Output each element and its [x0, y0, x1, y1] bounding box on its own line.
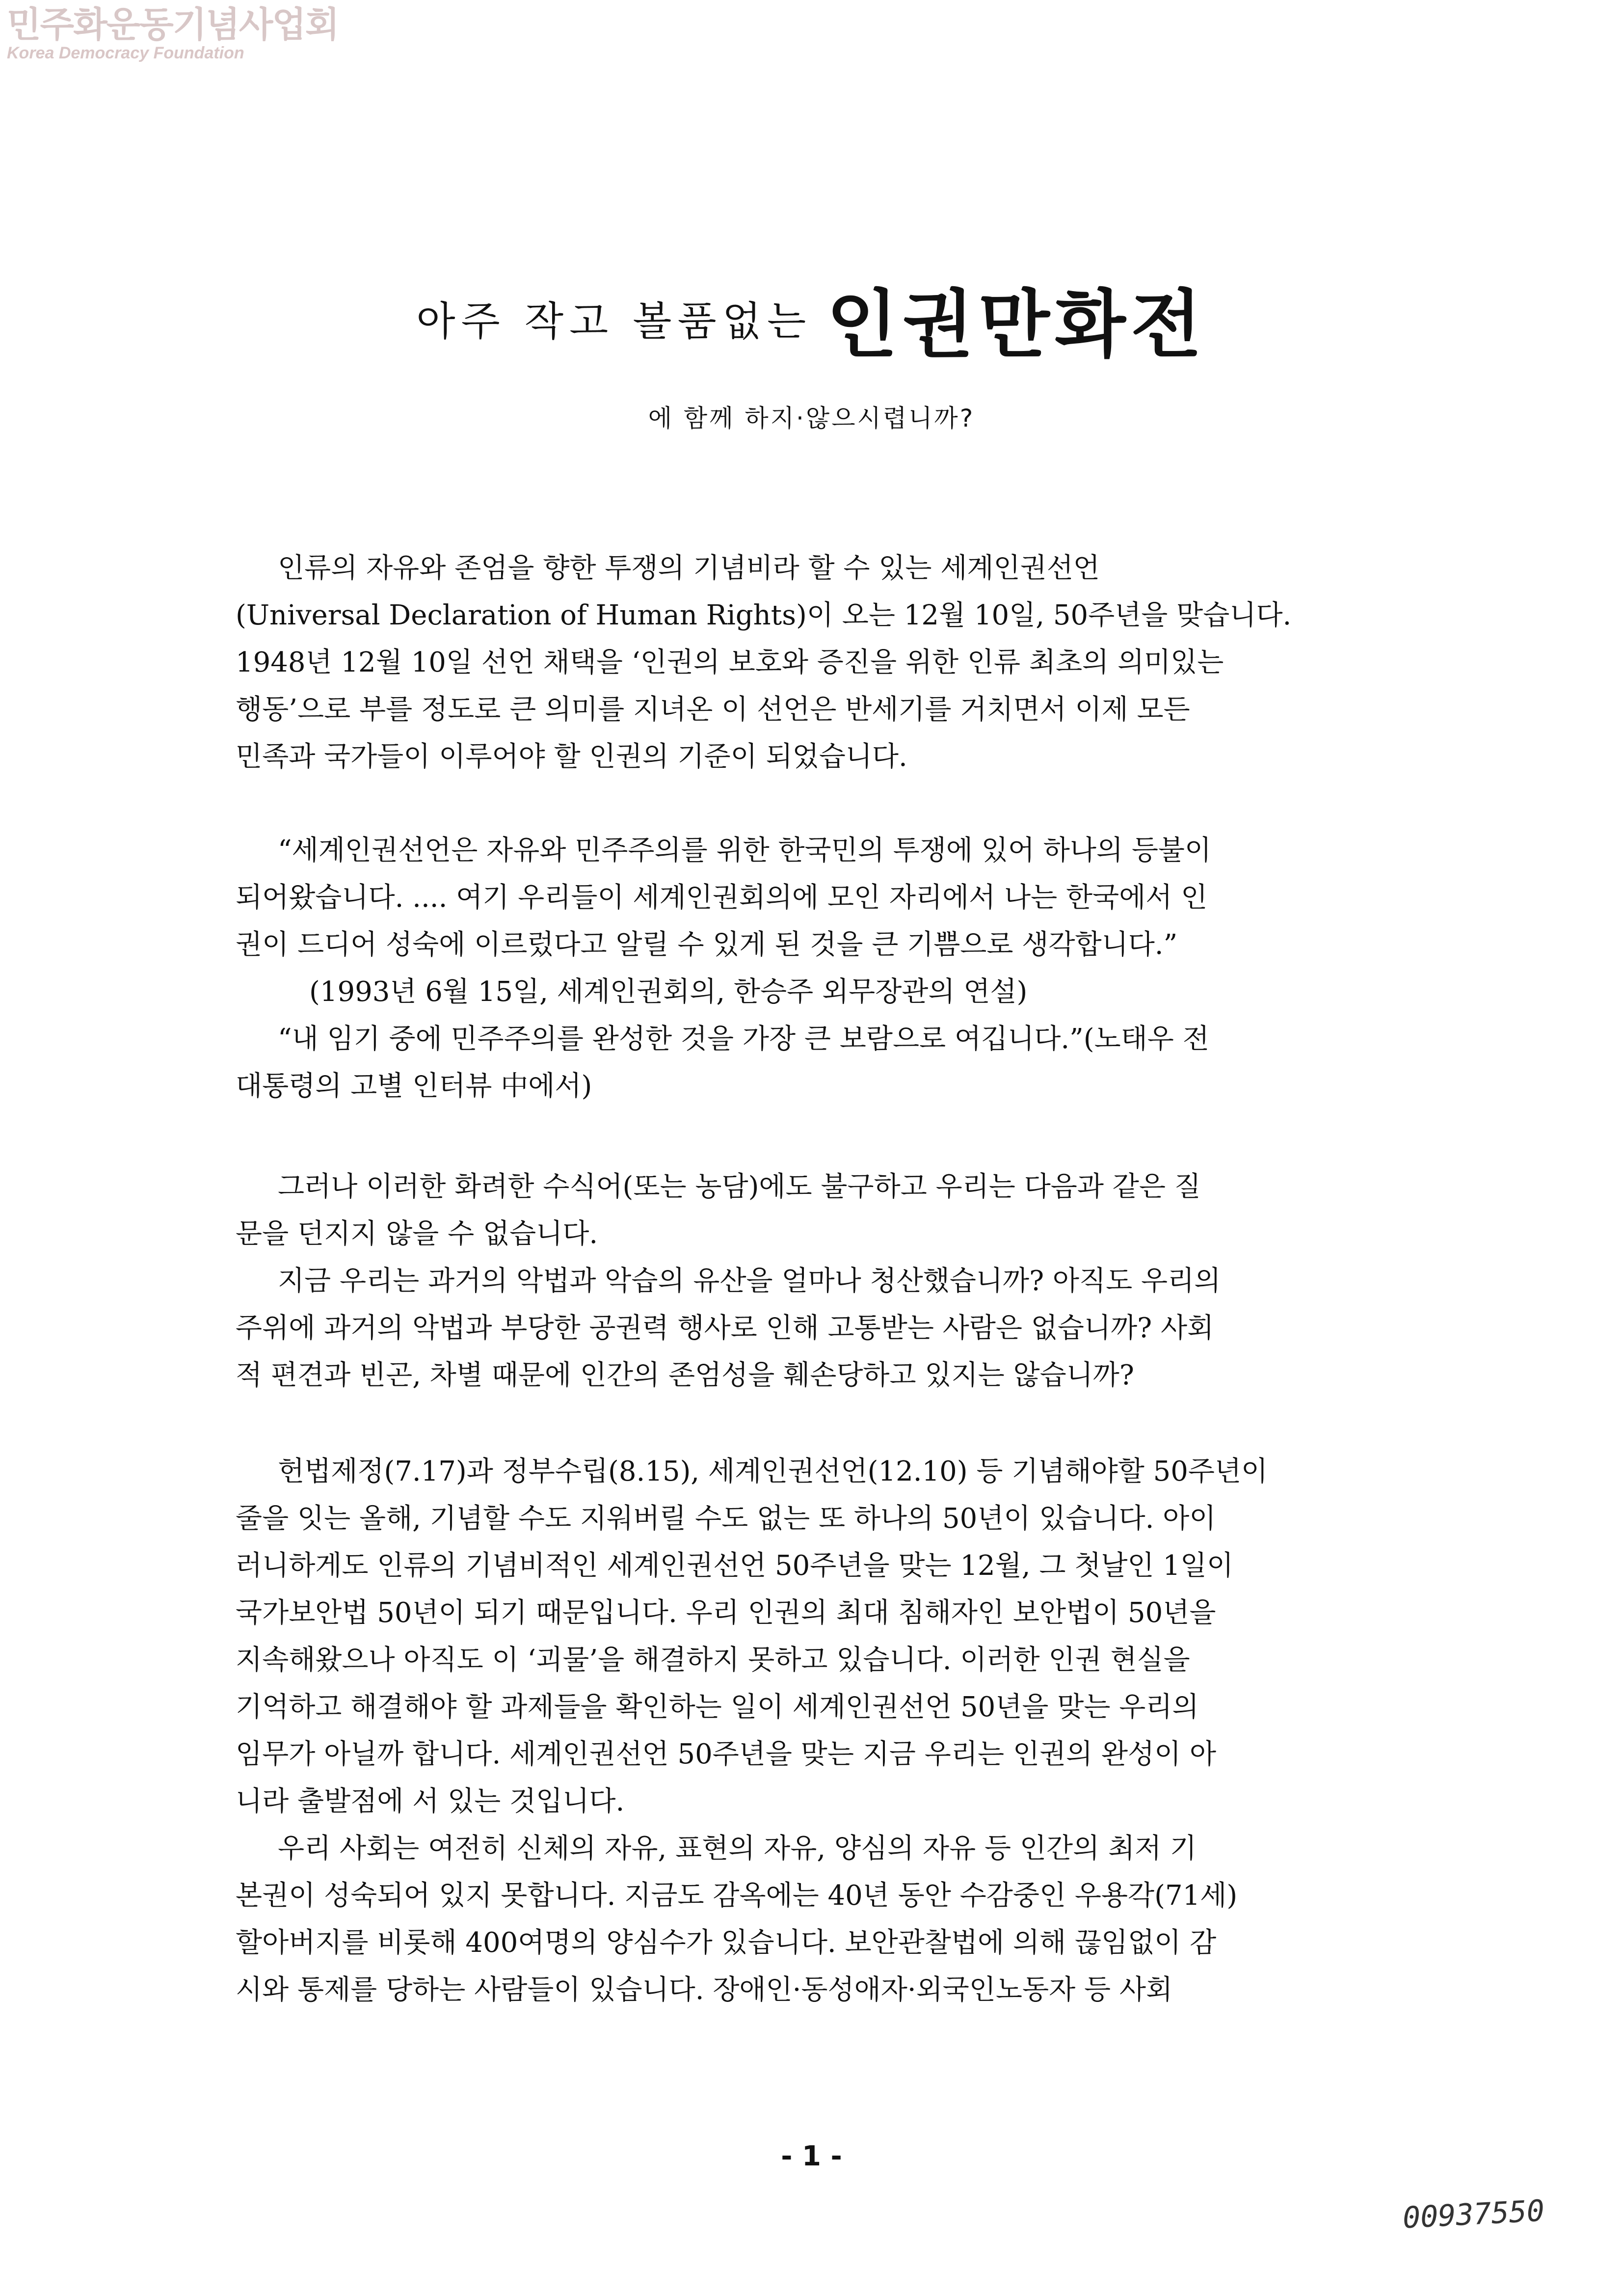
text-line: 행동’으로 부를 정도로 큰 의미를 지녀온 이 선언은 반세기를 거치면서 이제 모든	[236, 694, 1190, 726]
text-line: 본권이 성숙되어 있지 못합니다. 지금도 감옥에는 40년 동안 수감중인 우용각(71세)	[236, 1880, 1238, 1912]
text-line: 인류의 자유와 존엄을 향한 투쟁의 기념비라 할 수 있는 세계인권선언	[278, 552, 1100, 584]
text-line: 할아버지를 비롯해 400여명의 양심수가 있습니다. 보안관찰법에 의해 끊임없이 감	[236, 1927, 1217, 1959]
text-line: 문을 던지지 않을 수 없습니다.	[236, 1218, 598, 1250]
page-title	[0, 265, 1623, 371]
text-line: 국가보안법 50년이 되기 때문입니다. 우리 인권의 최대 침해자인 보안법이 50년을	[236, 1597, 1216, 1629]
text-line: 대통령의 고별 인터뷰 中에서)	[236, 1070, 592, 1102]
text-line: 1948년 12월 10일 선언 채택을 ‘인권의 보호와 증진을 위한 인류 최초의 의미있는	[236, 647, 1224, 678]
text-line: 주위에 과거의 악법과 부당한 공권력 행사로 인해 고통받는 사람은 없습니까? 사회	[236, 1312, 1214, 1344]
page-subtitle: 에 함께 하지·않으시렵니까?	[648, 404, 975, 432]
text-line: “내 임기 중에 민주주의를 완성한 것을 가장 큰 보람으로 여깁니다.”(노태우 전	[278, 1023, 1209, 1055]
text-line: 헌법제정(7.17)과 정부수립(8.15), 세계인권선언(12.10) 등 기념해야할 50주년이	[278, 1456, 1268, 1487]
watermark-korean: 민주화운동기념사업회	[7, 4, 339, 45]
text-line: 우리 사회는 여전히 신체의 자유, 표현의 자유, 양심의 자유 등 인간의 최저 기	[278, 1833, 1197, 1864]
page-number: - 1 -	[781, 2140, 842, 2172]
text-line: 지속해왔으나 아직도 이 ‘괴물’을 해결하지 못하고 있습니다. 이러한 인권 현실을	[236, 1644, 1190, 1676]
text-line: 임무가 아닐까 합니다. 세계인권선언 50주년을 맞는 지금 우리는 인권의 완성이 아	[236, 1738, 1217, 1770]
title-prefix: 아주 작고 볼품없는	[416, 298, 812, 345]
text-line: 줄을 잇는 올해, 기념할 수도 지워버릴 수도 없는 또 하나의 50년이 있습니다. 아이	[236, 1503, 1216, 1535]
archive-serial-number: 00937550	[1402, 2193, 1545, 2236]
text-line: 적 편견과 빈곤, 차별 때문에 인간의 존엄성을 훼손당하고 있지는 않습니까?	[236, 1359, 1134, 1391]
text-line: 시와 통제를 당하는 사람들이 있습니다. 장애인·동성애자·외국인노동자 등 사회	[236, 1974, 1173, 2006]
text-line: “세계인권선언은 자유와 민주주의를 위한 한국민의 투쟁에 있어 하나의 등불이	[278, 835, 1212, 866]
watermark-english: Korea Democracy Foundation	[7, 44, 244, 62]
text-line: 민족과 국가들이 이루어야 할 인권의 기준이 되었습니다.	[236, 741, 907, 773]
paragraph-3	[236, 1163, 1394, 1399]
paragraph-1	[236, 545, 1394, 781]
text-line: 기억하고 해결해야 할 과제들을 확인하는 일이 세계인권선언 50년을 맞는 우리의	[236, 1691, 1199, 1723]
text-line: 니라 출발점에 서 있는 것입니다.	[236, 1785, 625, 1817]
text-line: 지금 우리는 과거의 악법과 악습의 유산을 얼마나 청산했습니까? 아직도 우리의	[278, 1265, 1221, 1297]
watermark-logo	[7, 4, 339, 63]
paragraph-2	[236, 827, 1394, 1110]
text-line: (Universal Declaration of Human Rights)이 오는 12월 10일, 50주년을 맞습니다.	[236, 599, 1292, 631]
title-main: 인권만화전	[826, 282, 1207, 368]
text-line: 권이 드디어 성숙에 이르렀다고 알릴 수 있게 된 것을 큰 기쁨으로 생각합니다.”	[236, 929, 1178, 961]
paragraph-4	[236, 1448, 1394, 2014]
text-line: (1993년 6월 15일, 세계인권회의, 한승주 외무장관의 연설)	[309, 976, 1028, 1008]
text-line: 되어왔습니다. .... 여기 우리들이 세계인권회의에 모인 자리에서 나는 한국에서 인	[236, 882, 1208, 914]
text-line: 러니하게도 인류의 기념비적인 세계인권선언 50주년을 맞는 12월, 그 첫날인 1일이	[236, 1550, 1234, 1582]
text-line: 그러나 이러한 화려한 수식어(또는 농담)에도 불구하고 우리는 다음과 같은 질	[278, 1171, 1201, 1203]
